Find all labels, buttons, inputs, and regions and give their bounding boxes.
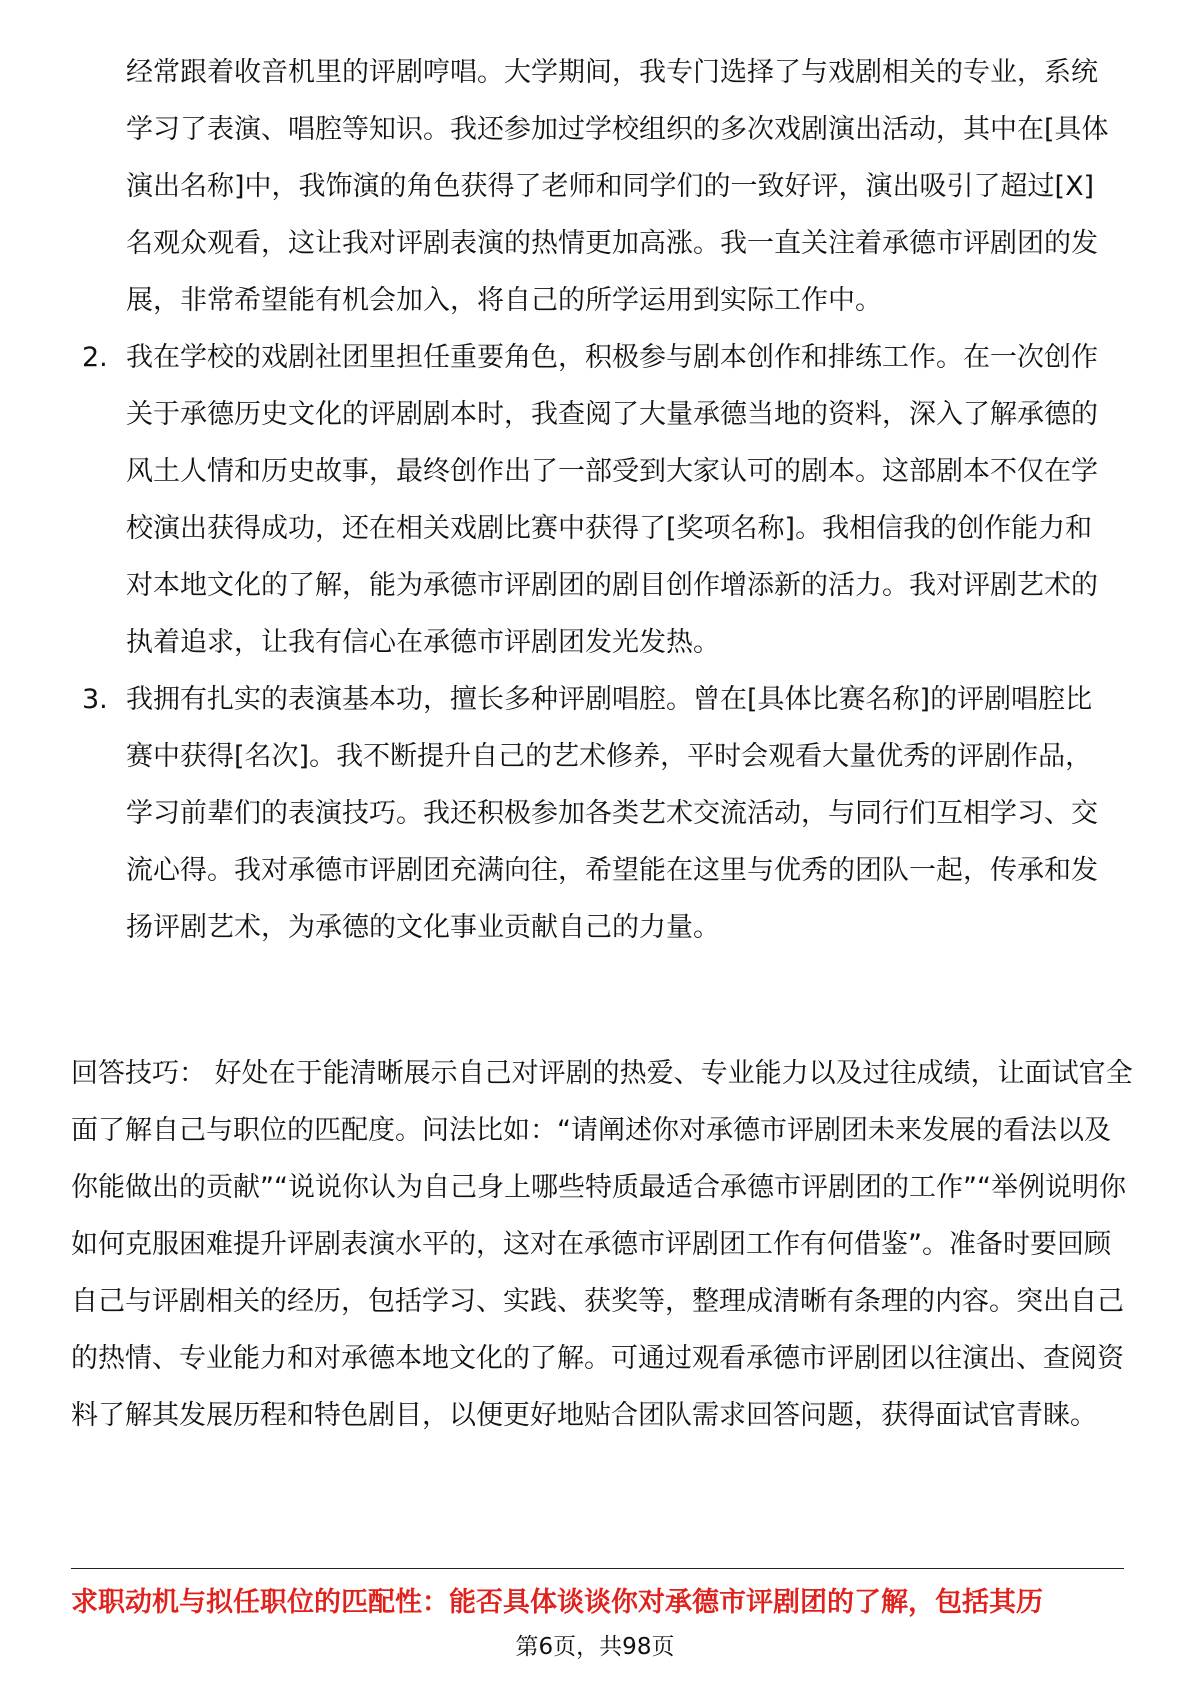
- answer-tips-paragraph: 回答技巧： 好处在于能清晰展示自己对评剧的热爱、专业能力以及过往成绩，让面试官全面了解自己与职位的匹配度。问法比如：“请阐述你对承德市评剧团未来发展的看法以及你能做出的贡献”“说说你认为自己身上哪些特质最适合承德市评剧团的工作”“举例说明你如何克服困难提升评剧表演水平的，这对在承德市评剧团工作有何借鉴”。准备时要回顾自己与评剧相关的经历，包括学习、实践、获奖等，整理成清晰有条理的内容。突出自己的热情、专业能力和对承德本地文化的了解。可通过观看承德市评剧团以往演出、查阅资料了解其发展历程和特色剧目，以便更好地贴合团队需求回答问题，获得面试官青睐。: [71, 1058, 1133, 1431]
- list-item: [71, 44, 1111, 329]
- list-item: [71, 329, 1111, 671]
- answer-list: [71, 44, 1111, 956]
- list-item-number: 2.: [82, 342, 108, 373]
- list-item-text: 我在学校的戏剧社团里担任重要角色，积极参与剧本创作和排练工作。在一次创作关于承德历史文化的评剧剧本时，我查阅了大量承德当地的资料，深入了解承德的风土人情和历史故事，最终创作出了一部受到大家认可的剧本。这部剧本不仅在学校演出获得成功，还在相关戏剧比赛中获得了[奖项名称]。我相信我的创作能力和对本地文化的了解，能为承德市评剧团的剧目创作增添新的活力。我对评剧艺术的执着追求，让我有信心在承德市评剧团发光发热。: [126, 342, 1098, 658]
- list-item-number: 3.: [82, 684, 108, 715]
- section-divider: [71, 1568, 1124, 1569]
- list-item: [71, 671, 1111, 956]
- list-item-text: 经常跟着收音机里的评剧哼唱。大学期间，我专门选择了与戏剧相关的专业，系统学习了表演、唱腔等知识。我还参加过学校组织的多次戏剧演出活动，其中在[具体演出名称]中，我饰演的角色获得了老师和同学们的一致好评，演出吸引了超过[X]名观众观看，这让我对评剧表演的热情更加高涨。我一直关注着承德市评剧团的发展，非常希望能有机会加入，将自己的所学运用到实际工作中。: [126, 57, 1109, 316]
- list-item-text: 我拥有扎实的表演基本功，擅长多种评剧唱腔。曾在[具体比赛名称]的评剧唱腔比赛中获得[名次]。我不断提升自己的艺术修养，平时会观看大量优秀的评剧作品，学习前辈们的表演技巧。我还积极参加各类艺术交流活动，与同行们互相学习、交流心得。我对承德市评剧团充满向往，希望能在这里与优秀的团队一起，传承和发扬评剧艺术，为承德的文化事业贡献自己的力量。: [126, 684, 1098, 943]
- next-question-heading: 求职动机与拟任职位的匹配性：能否具体谈谈你对承德市评剧团的了解，包括其历: [71, 1587, 1043, 1618]
- page-number: 第6页，共98页: [515, 1634, 675, 1660]
